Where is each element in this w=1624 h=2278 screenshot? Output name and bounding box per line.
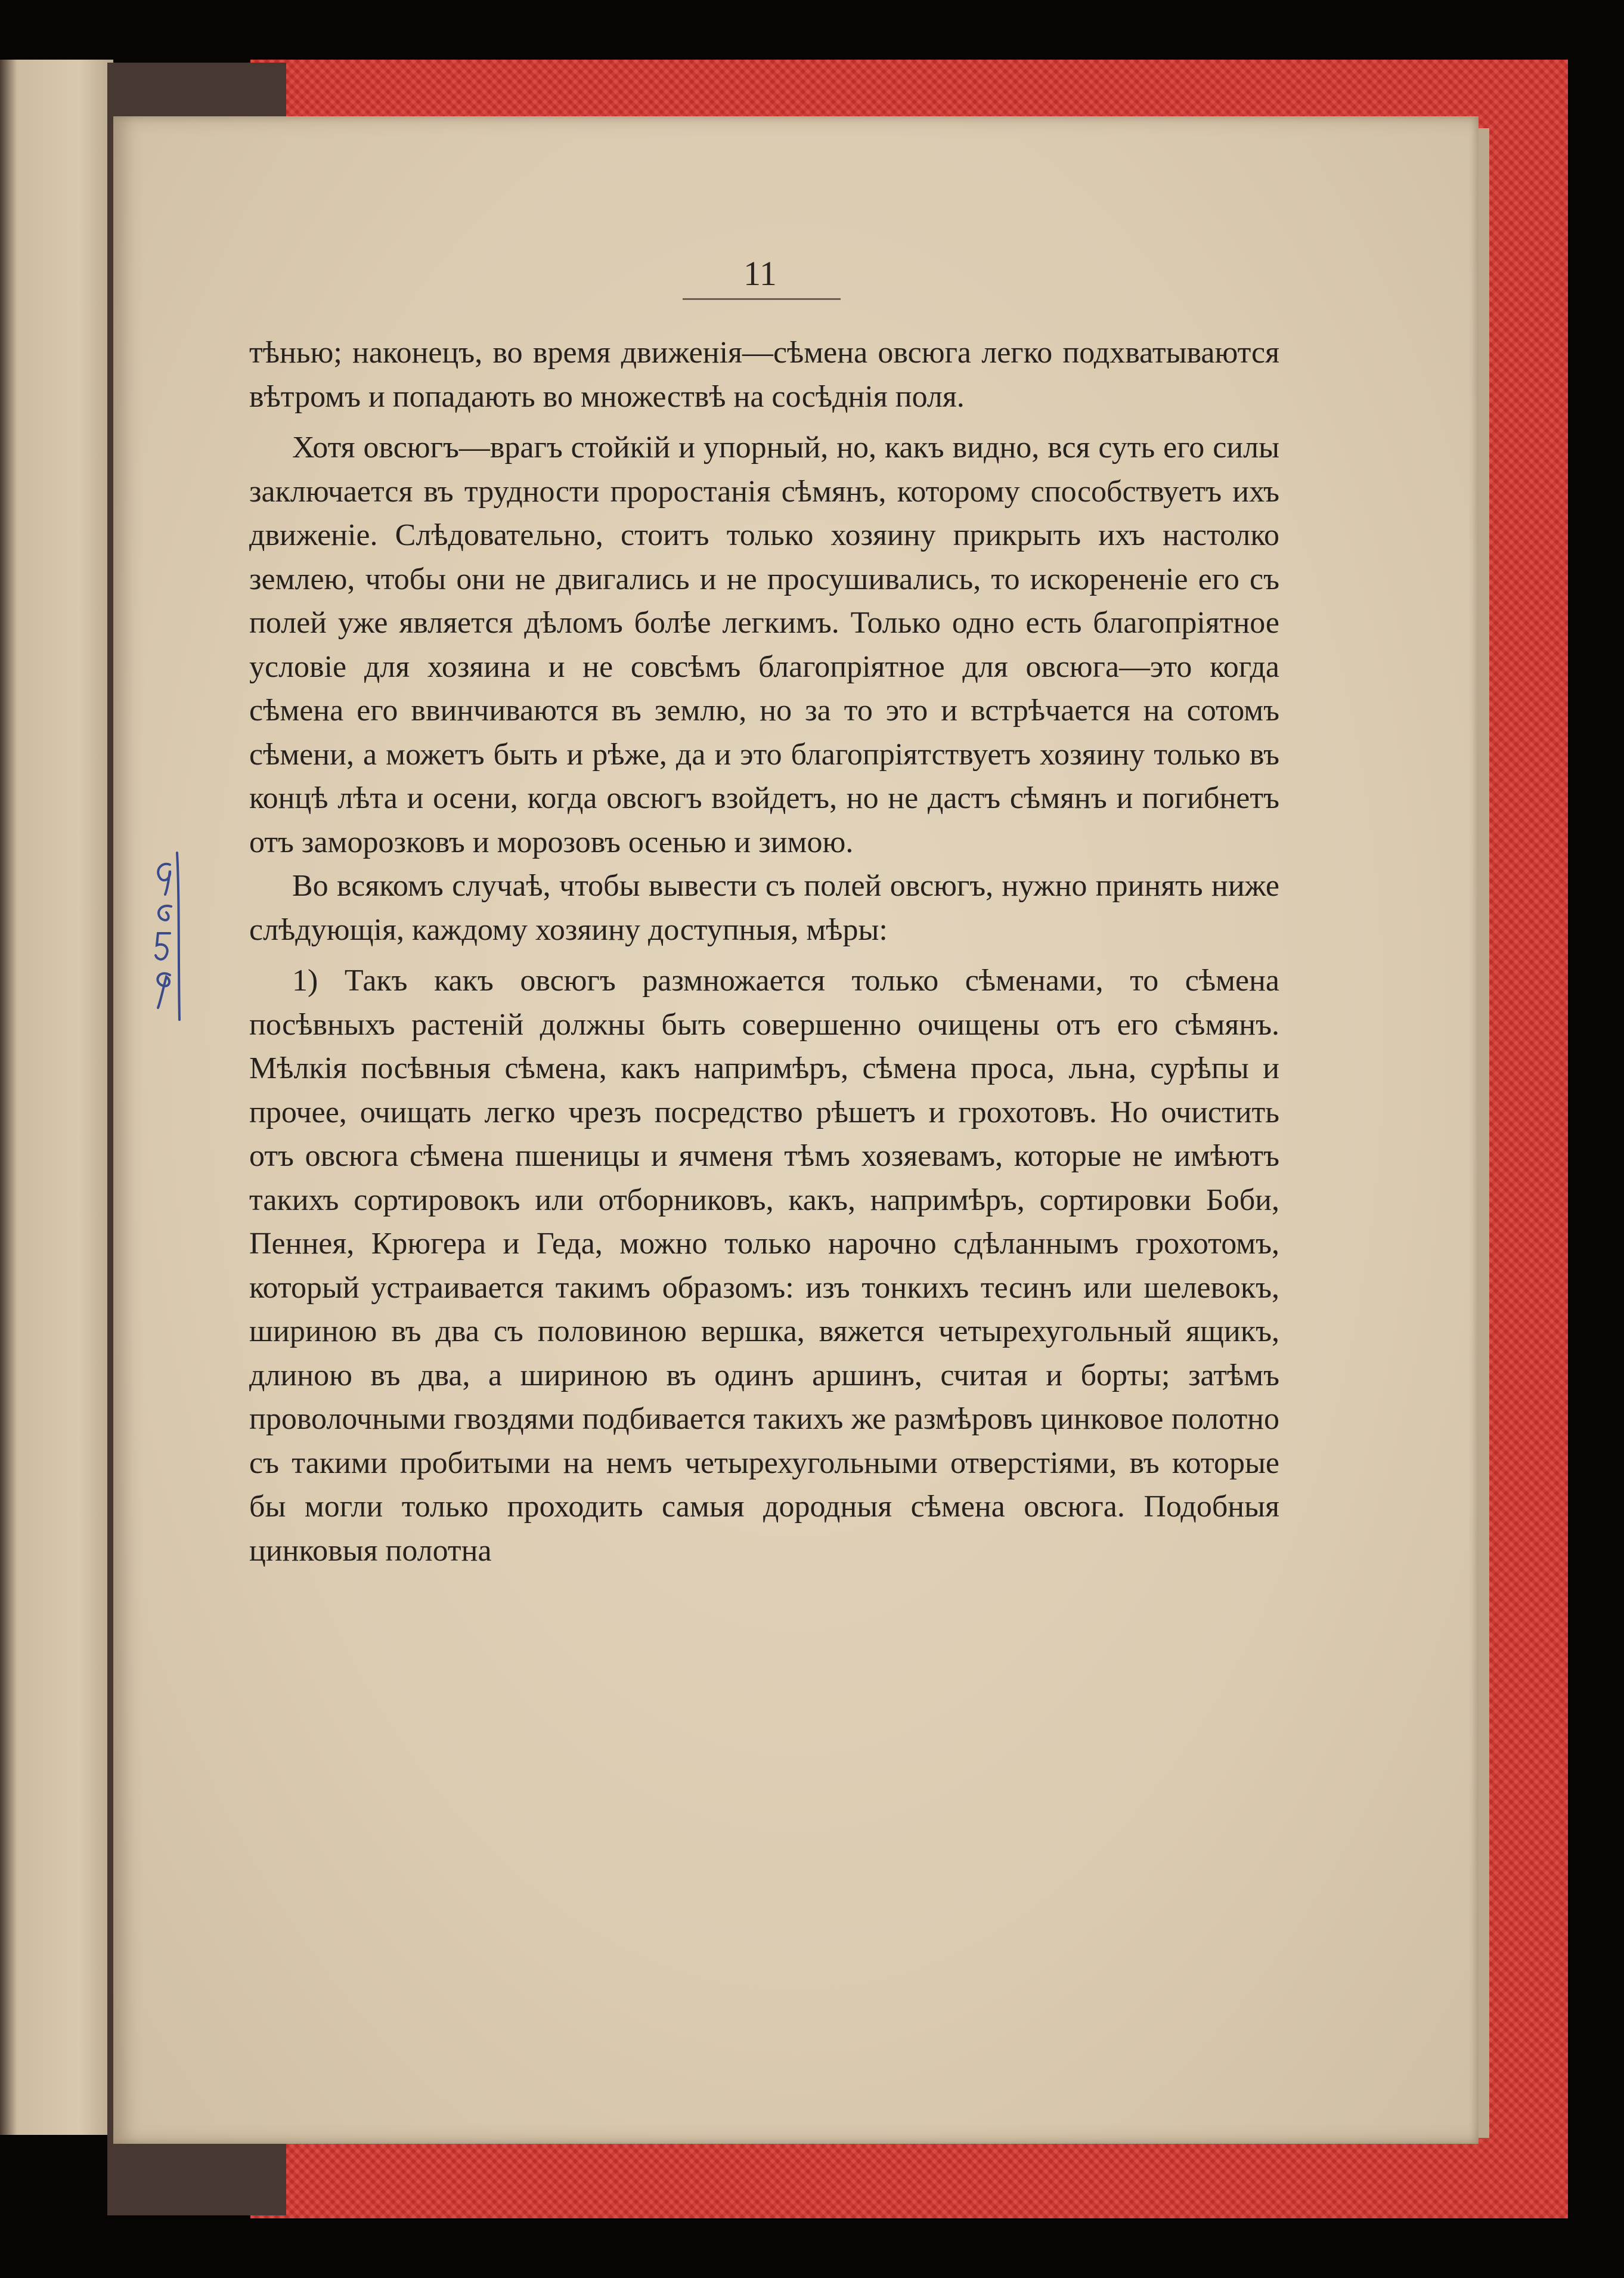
left-page-edge: [0, 60, 113, 2135]
paragraph-2: Хотя овсюгъ—врагъ стойкій и упорный, но, какъ видно, вся суть его силы заключается въ трудности проростанія сѣмянъ, которому способствуетъ ихъ движеніе. Слѣдовательно, стоитъ только хозяину прикрыть ихъ настолко землею, чтобы они не двигались и не просушивались, то искорененіе его съ полей уже является дѣломъ болѣе легкимъ. Только одно есть благопріятное условіе для хозяина и не совсѣмъ благопріятное для овсюга—это когда сѣмена его ввинчиваются въ землю, но за то это и встрѣчается на сотомъ сѣмени, а можетъ быть и рѣже, да и это благопріятствуетъ хозяину только въ концѣ лѣта и осени, когда овсюгъ взойдетъ, но не дастъ сѣмянъ и погибнетъ отъ заморозковъ и морозовъ осенью и зимою.: [249, 431, 1279, 859]
paragraph-3: Во всякомъ случаѣ, чтобы вывести съ полей овсюгъ, нужно принять ниже слѣдующія, каждому хозяину доступныя, мѣры:: [249, 869, 1279, 947]
page-text: [249, 331, 1279, 1573]
page-number: 11: [743, 254, 777, 293]
handwritten-margin-note: [128, 847, 194, 1026]
paragraph-4: 1) Такъ какъ овсюгъ размножается только сѣменами, то сѣмена посѣвныхъ растеній должны быть совершенно очищены отъ его сѣмянъ. Мѣлкія посѣвныя сѣмена, какъ напримѣръ, сѣмена проса, льна, сурѣпы и прочее, очищать легко чрезъ посредство рѣшетъ и грохотовъ. Но очистить отъ овсюга сѣмена пшеницы и ячменя тѣмъ хозяевамъ, которые не имѣютъ такихъ сортировокъ или отборниковъ, какъ, напримѣръ, сортировки Боби, Пеннея, Крюгера и Геда, можно только нарочно сдѣланнымъ грохотомъ, который устраивается такимъ образомъ: изъ тонкихъ тесинъ или шелевокъ, шириною въ два съ половиною вершка, вяжется четырехугольный ящикъ, длиною въ два, а шириною въ одинъ аршинъ, считая и борты; затѣмъ проволочными гвоздями подбивается такихъ же размѣровъ цинковое полотно съ такими пробитыми на немъ четырехугольными отверстіями, въ которые бы могли только проходить самыя дородныя сѣмена овсюга. Подобныя цинковыя полотна: [249, 964, 1279, 1568]
page-stack-edge: [1477, 128, 1489, 2138]
page-number-rule: [683, 298, 841, 300]
paragraph-1: тѣнью; наконецъ, во время движенія—сѣмена овсюга легко подхватываются вѣтромъ и попадають во множествѣ на сосѣднія поля.: [249, 336, 1279, 414]
